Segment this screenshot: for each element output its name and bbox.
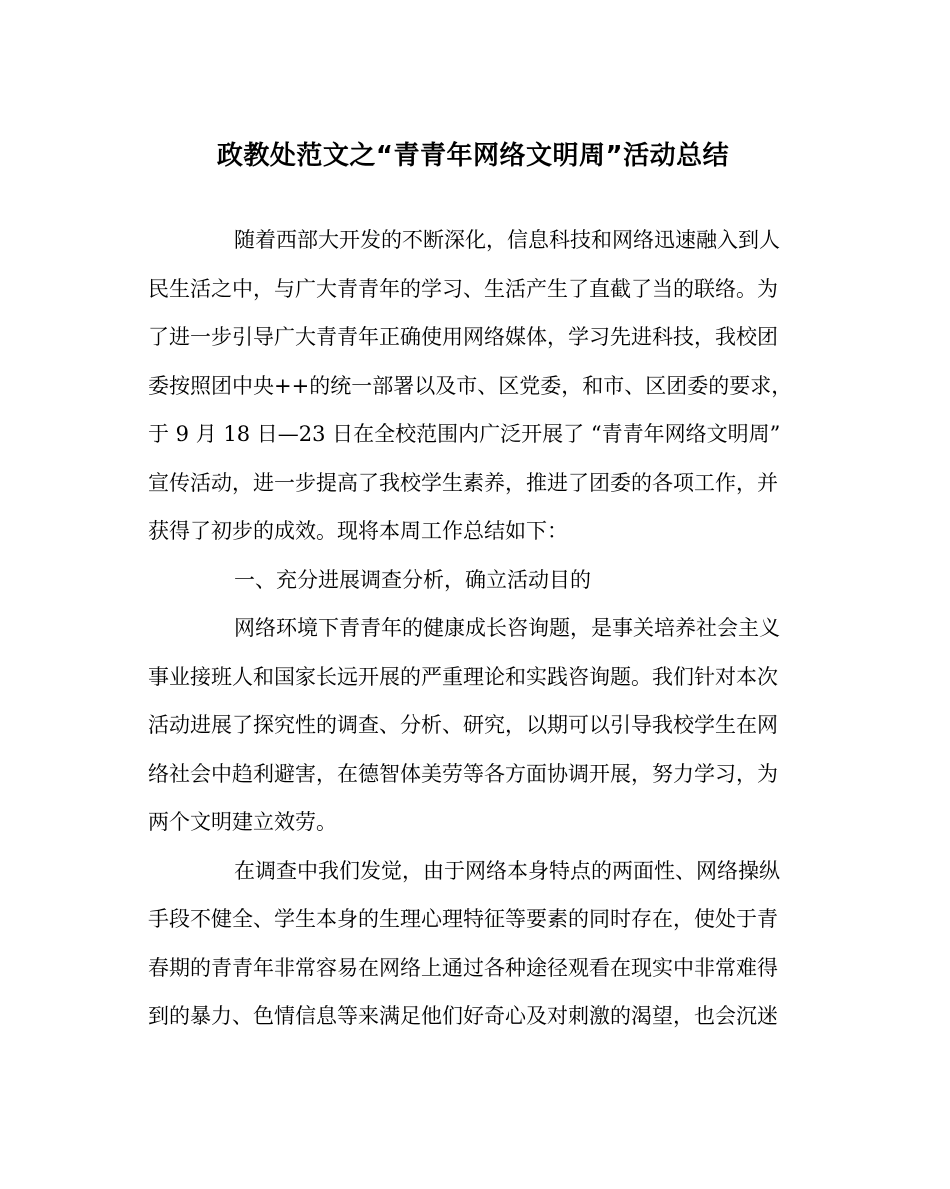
text-line: 于 9 月 18 日—23 日在全校范围内广泛开展了 “青青年网络文明周”: [148, 422, 781, 446]
text-line: 民生活之中，与广大青青年的学习、生活产生了直截了当的联络。为: [148, 276, 778, 301]
text-line: 事业接班人和国家长远开展的严重理论和实践咨询题。我们针对本次: [148, 664, 778, 689]
text-line: 随着西部大开发的不断深化，信息科技和网络迅速融入到人: [234, 228, 780, 252]
text-line: 委按照团中央++的统一部署以及市、区党委，和市、区团委的要求，: [148, 373, 793, 398]
text-line: 宣传活动，进一步提高了我校学生素养，推进了团委的各项工作，并: [148, 470, 778, 495]
document-body: [148, 216, 800, 1041]
text-line: 到的暴力、色情信息等来满足他们好奇心及对刺激的渴望，也会沉迷: [148, 1004, 778, 1028]
text-line: 络社会中趋利避害，在德智体美劳等各方面协调开展，努力学习，为: [148, 761, 778, 786]
text-line: 活动进展了探究性的调查、分析、研究，以期可以引导我校学生在网: [148, 713, 778, 737]
text-line: 获得了初步的成效。现将本周工作总结如下：: [148, 519, 568, 543]
text-line: 春期的青青年非常容易在网络上通过各种途径观看在现实中非常难得: [148, 955, 778, 980]
text-line: 了进一步引导广大青青年正确使用网络媒体，学习先进科技，我校团: [148, 325, 778, 349]
text-line: 网络环境下青青年的健康成长咨询题，是事关培养社会主义: [234, 616, 780, 640]
text-line: 在调查中我们发觉，由于网络本身特点的两面性、网络操纵: [234, 858, 780, 883]
section-heading: 一、充分进展调查分析，确立活动目的: [234, 567, 591, 592]
text-line: 两个文明建立效劳。: [148, 810, 337, 834]
text-line: 手段不健全、学生本身的生理心理特征等要素的同时存在，使处于青: [148, 907, 778, 931]
document-title: 政教处范文之“青青年网络文明周”活动总结: [216, 141, 730, 171]
